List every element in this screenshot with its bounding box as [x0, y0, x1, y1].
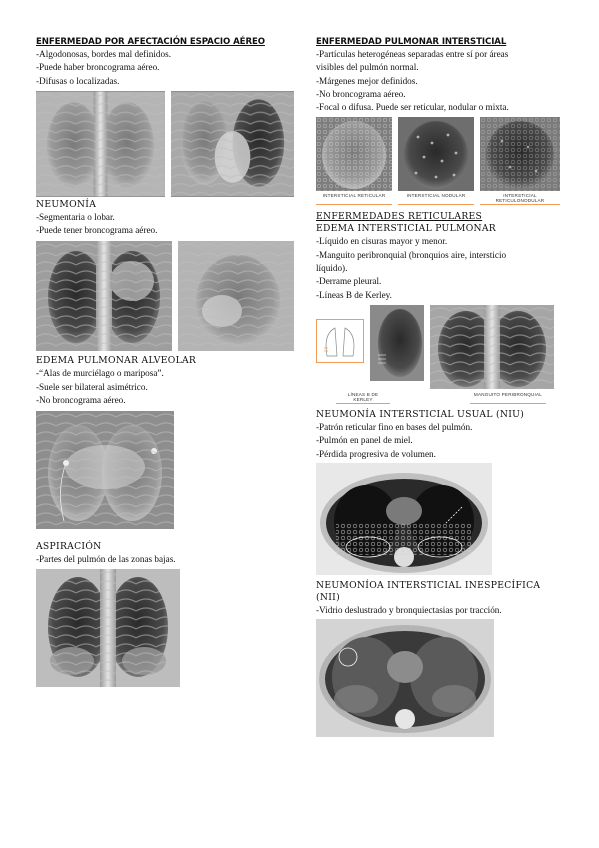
air-space-list [36, 48, 294, 88]
section-title-interstitial: ENFERMEDAD PULMONAR INTERSTICIAL [316, 37, 507, 47]
section-title-pneumonia: NEUMONÍA [36, 198, 97, 210]
xray-graphic [171, 91, 294, 197]
list-item: -Vidrio deslustrado y bronquiectasias por tracción. [316, 604, 502, 615]
nodular-xray-image [398, 117, 474, 191]
uip-list [316, 421, 564, 461]
tag-nodular: INTERSTICIAL NODULAR [398, 192, 474, 205]
section-title-reticular: ENFERMEDADES RETICULARES [316, 211, 483, 223]
list-item: líquido). [316, 263, 348, 274]
list-item: -No broncograma aéreo. [36, 395, 126, 406]
interstitial-list [316, 48, 564, 114]
list-item: -Segmentaria o lobar. [36, 211, 115, 222]
xray-graphic [480, 117, 560, 191]
chest-xray-image [36, 569, 180, 687]
ct-graphic [316, 619, 494, 737]
list-item: -Pulmón en panel de miel. [316, 435, 413, 446]
aspiration-list [36, 553, 294, 566]
interstitial-edema-list [316, 235, 564, 301]
ct-graphic [316, 463, 492, 575]
list-item: -Suele ser bilateral asimétrico. [36, 381, 148, 392]
interstitial-tags [316, 192, 564, 205]
tag-reticulonodular: INTERSTICIAL RETICULONODULAR [480, 192, 560, 205]
section-title-uip: NEUMONÍA INTERSTICIAL USUAL (NIU) [316, 408, 525, 420]
list-item: -Líquido en cisuras mayor y menor. [316, 236, 448, 247]
chest-xray-image [36, 411, 174, 529]
list-item: -Márgenes mejor definidos. [316, 75, 418, 86]
list-item: -Partículas heterogéneas separadas entre sí por áreas [316, 49, 509, 59]
list-item: -No broncograma aéreo. [316, 88, 406, 99]
section-title-nsip-abbrev: (NII) [316, 591, 340, 603]
chest-xray-image [36, 91, 165, 197]
reticulonodular-xray-image [480, 117, 560, 191]
xray-graphic [36, 569, 180, 687]
chest-xray-image [36, 241, 172, 351]
xray-graphic [316, 117, 392, 191]
uip-ct-image [316, 463, 492, 575]
peribronchial-cuffing-xray-image [430, 305, 554, 389]
xray-graphic [36, 91, 165, 197]
alveolar-edema-list [36, 367, 294, 407]
right-column [316, 36, 564, 739]
xray-graphic [36, 241, 172, 351]
nsip-ct-image [316, 619, 494, 737]
kerley-xray-image [370, 305, 424, 381]
reticular-xray-image [316, 117, 392, 191]
xray-graphic [178, 241, 294, 351]
xray-graphic [398, 117, 474, 191]
list-item: -Líneas B de Kerley. [316, 289, 392, 300]
kerley-diagram [316, 319, 364, 363]
pneumonia-list [36, 211, 294, 238]
chest-xray-image [178, 241, 294, 351]
section-subtitle-interstitial-edema: EDEMA INTERSTICIAL PULMONAR [316, 223, 497, 235]
list-item: visibles del pulmón normal. [316, 62, 419, 73]
tag-peribronchial-cuffing: MANGUITO PERIBRONQUIAL [470, 391, 546, 404]
left-column [36, 36, 294, 689]
list-item: -Puede tener broncograma aéreo. [36, 225, 158, 236]
section-title-air-space: ENFERMEDAD POR AFECTACIÓN ESPACIO AÉREO [36, 37, 265, 47]
chest-xray-image [171, 91, 294, 197]
list-item: -Patrón reticular fino en bases del pulmón. [316, 421, 473, 432]
tag-reticular: INTERSTICIAL RETICULAR [316, 192, 392, 205]
list-item: -Manguito peribronquial (bronquios aire, intersticio [316, 249, 507, 260]
kerley-diagram-graphic [317, 320, 363, 362]
section-title-nsip: NEUMONÍOA INTERSTICIAL INESPECÍFICA [316, 579, 541, 591]
list-item: -Focal o difusa. Puede ser reticular, nodular o mixta. [316, 102, 509, 113]
list-item: -Algodonosas, bordes mal definidos. [36, 49, 171, 59]
xray-graphic [430, 305, 554, 389]
list-item: -Derrame pleural. [316, 276, 382, 287]
list-item: -“Alas de murciélago o mariposa”. [36, 368, 164, 379]
list-item: -Difusas o localizadas. [36, 75, 120, 86]
section-title-aspiration: ASPIRACIÓN [36, 541, 102, 553]
nsip-list [316, 604, 564, 617]
list-item: -Partes del pulmón de las zonas bajas. [36, 554, 176, 565]
xray-graphic [370, 305, 424, 381]
section-title-alveolar-edema: EDEMA PULMONAR ALVEOLAR [36, 355, 197, 367]
tag-kerley-lines: LÍNEAS B DE KERLEY [336, 391, 390, 404]
xray-graphic [36, 411, 174, 529]
list-item: -Puede haber broncograma aéreo. [36, 62, 160, 73]
list-item: -Pérdida progresiva de volumen. [316, 448, 436, 459]
